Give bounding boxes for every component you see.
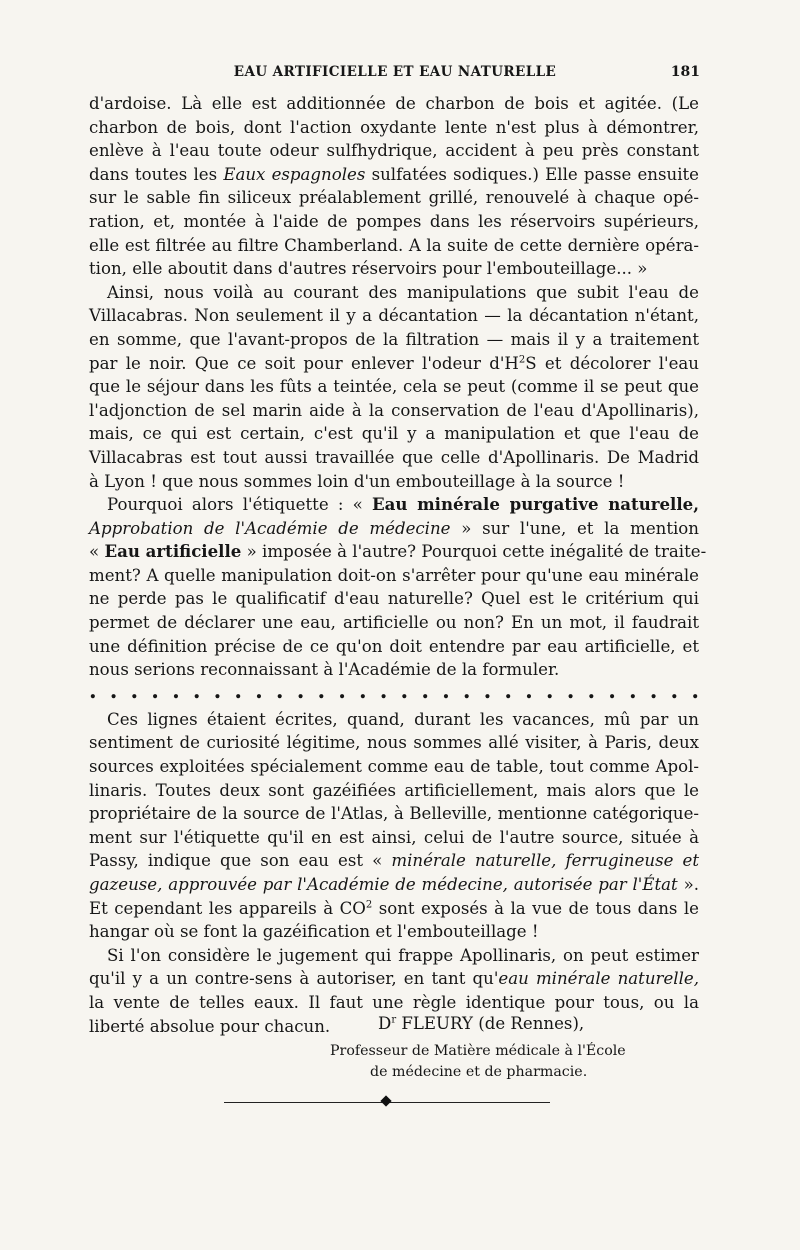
- text-line: linaris. Toutes deux sont gazéifiées artificiellement, mais alors que le: [89, 780, 699, 800]
- author-title-line2: de médecine et de pharmacie.: [370, 1064, 588, 1080]
- text-line: propriétaire de la source de l'Atlas, à Belleville, mentionne catégorique-: [89, 804, 699, 824]
- italic-phrase: Eaux espagnoles: [223, 164, 366, 184]
- bold-phrase: Eau minérale purgative naturelle,: [371, 494, 699, 515]
- author-name: FLEURY: [401, 1014, 473, 1033]
- text-line: enlève à l'eau toute odeur sulfhydrique, accident à peu près constant: [89, 141, 699, 161]
- text-line: Si l'on considère le jugement qui frappe Apollinaris, on peut estimer: [107, 945, 699, 965]
- page-header: [90, 64, 700, 88]
- author-signature: $D^r$ FLEURY (de Rennes),: [378, 1014, 585, 1033]
- text-line: Passy, indique que son eau est « minérale naturelle, ferrugineuse et: [89, 851, 699, 871]
- italic-phrase: gazeuse, approuvée par l'Académie de médecine, autorisée par l'État: [89, 875, 678, 894]
- text-line: qu'il y a un contre-sens à autoriser, en tant qu'eau minérale naturelle,: [89, 969, 699, 989]
- text-line: à Lyon ! que nous sommes loin d'un embouteillage à la source !: [89, 471, 625, 491]
- running-title: EAU ARTIFICIELLE ET EAU NATURELLE: [233, 64, 557, 80]
- text-line: liberté absolue pour chacun.: [89, 1016, 331, 1036]
- text-line: ment sur l'étiquette qu'il en est ainsi, celui de l'autre source, située à: [89, 827, 699, 847]
- page-number: 181: [670, 64, 700, 80]
- text-line: « Eau artificielle » imposée à l'autre? Pourquoi cette inégalité de traite-: [89, 541, 707, 562]
- text-line: sources exploitées spécialement comme eau de table, tout comme Apol-: [89, 757, 699, 777]
- text-line: Ainsi, nous voilà au courant des manipulations que subit l'eau de: [107, 282, 699, 302]
- text-line: la vente de telles eaux. Il faut une règle identique pour tous, ou la: [89, 992, 699, 1012]
- text-line: l'adjonction de sel marin aide à la conservation de l'eau d'Apollinaris),: [89, 400, 699, 420]
- text-line: une définition précise de ce qu'on doit entendre par eau artificielle, et: [89, 636, 699, 656]
- text-line: Et cependant les appareils à $CO^2$ sont exposés à la vue de tous dans le: [89, 898, 699, 918]
- text-line: Villacabras. Non seulement il y a décantation — la décantation n'étant,: [89, 306, 699, 326]
- dotted-separator: . . . . . . . . . . . . . . . . . . . . . . . . . . . . . .: [89, 677, 699, 704]
- author-title-line1: Professeur de Matière médicale à l'École: [330, 1043, 626, 1059]
- text-line: dans toutes les Eaux espagnoles sulfatées sodiques.) Elle passe ensuite: [89, 164, 699, 184]
- text-line: permet de déclarer une eau, artificielle ou non? En un mot, il faudrait: [89, 613, 699, 633]
- italic-phrase: Approbation de l'Académie de médecine: [89, 518, 451, 538]
- italic-phrase: eau minérale naturelle,: [498, 969, 699, 989]
- text-line: ment? A quelle manipulation doit-on s'arrêter pour qu'une eau minérale: [89, 565, 699, 585]
- text-line: sentiment de curiosité légitime, nous sommes allé visiter, à Paris, deux: [89, 733, 699, 753]
- text-line: ne perde pas le qualificatif d'eau naturelle? Quel est le critérium qui: [89, 589, 699, 609]
- body-text: [89, 92, 707, 1038]
- text-line: Pourquoi alors l'étiquette : « Eau minérale purgative naturelle,: [107, 494, 699, 515]
- text-line: tion, elle aboutit dans d'autres réservoirs pour l'embouteillage... »: [89, 259, 648, 279]
- text-line: Approbation de l'Académie de médecine » sur l'une, et la mention: [89, 518, 699, 538]
- text-line: gazeuse, approuvée par l'Académie de médecine, autorisée par l'État ».: [89, 875, 699, 894]
- text-line: par le noir. Que ce soit pour enlever l'odeur $d'H^2S$ et décolorer l'eau: [89, 353, 699, 373]
- text-line: en somme, que l'avant-propos de la filtration — mais il y a traitement: [89, 329, 699, 349]
- text-line: hangar où se font la gazéification et l'embouteillage !: [89, 922, 539, 942]
- text-line: nous serions reconnaissant à l'Académie de la formuler.: [89, 660, 560, 680]
- text-line: charbon de bois, dont l'action oxydante lente n'est plus à démontrer,: [89, 117, 699, 137]
- text-line: mais, ce qui est certain, c'est qu'il y a manipulation et que l'eau de: [89, 424, 699, 444]
- bold-phrase: Eau artificielle: [104, 541, 242, 562]
- text-line: d'ardoise. Là elle est additionnée de charbon de bois et agitée. (Le: [89, 94, 699, 113]
- text-line: elle est filtrée au filtre Chamberland. A la suite de cette dernière opéra-: [89, 235, 699, 255]
- italic-phrase: minérale naturelle, ferrugineuse et: [391, 851, 699, 871]
- text-line: Villacabras est tout aussi travaillée que celle d'Apollinaris. De Madrid: [89, 447, 699, 467]
- text-line: ration, et, montée à l'aide de pompes dans les réservoirs supérieurs,: [89, 211, 699, 231]
- text-line: sur le sable fin siliceux préalablement grillé, renouvelé à chaque opé-: [89, 188, 699, 208]
- diamond-ornament-icon: [380, 1095, 391, 1106]
- text-line: que le séjour dans les fûts a teintée, cela se peut (comme il se peut que: [89, 377, 699, 397]
- text-line: Ces lignes étaient écrites, quand, durant les vacances, mû par un: [107, 709, 699, 729]
